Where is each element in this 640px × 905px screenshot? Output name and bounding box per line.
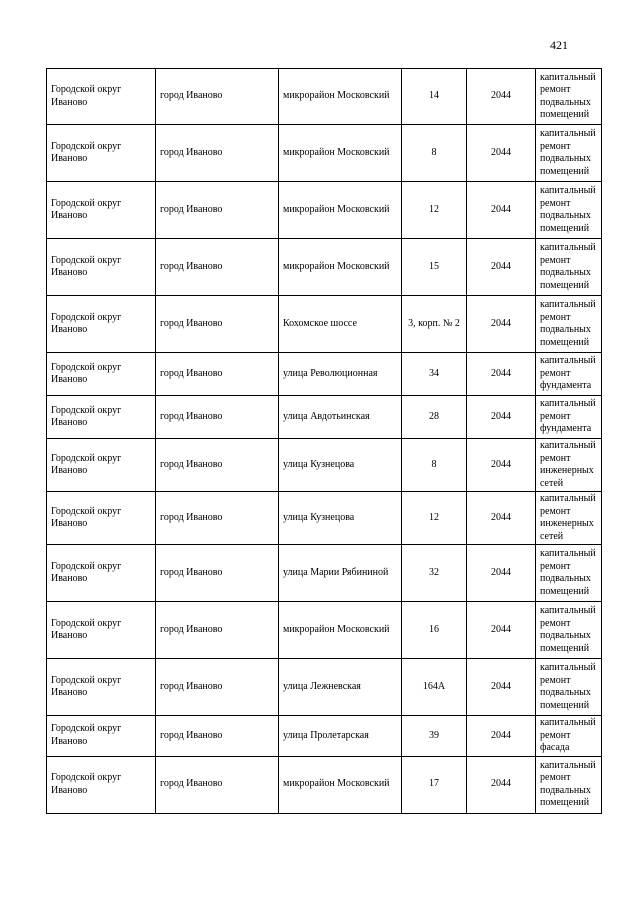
house-number-cell: 3, корп. № 2 xyxy=(402,296,467,353)
year-cell: 2044 xyxy=(467,182,536,239)
year-cell: 2044 xyxy=(467,545,536,602)
table-row xyxy=(47,296,602,353)
year-cell: 2044 xyxy=(467,239,536,296)
year-cell: 2044 xyxy=(467,602,536,659)
year-cell: 2044 xyxy=(467,716,536,757)
table-row xyxy=(47,659,602,716)
street-cell: микрорайон Московский xyxy=(279,239,402,296)
house-number-cell: 12 xyxy=(402,182,467,239)
table-row xyxy=(47,353,602,396)
city-cell: город Иваново xyxy=(156,439,279,492)
year-cell: 2044 xyxy=(467,439,536,492)
work-type-cell: капитальный ремонт инженерных сетей xyxy=(536,492,602,545)
year-cell: 2044 xyxy=(467,125,536,182)
year-cell: 2044 xyxy=(467,756,536,813)
work-type-cell: капитальный ремонт подвальных помещений xyxy=(536,296,602,353)
table-row xyxy=(47,69,602,125)
district-cell: Городской округ Иваново xyxy=(47,182,156,239)
work-type-cell: капитальный ремонт подвальных помещений xyxy=(536,182,602,239)
house-number-cell: 8 xyxy=(402,125,467,182)
city-cell: город Иваново xyxy=(156,182,279,239)
city-cell: город Иваново xyxy=(156,492,279,545)
city-cell: город Иваново xyxy=(156,716,279,757)
house-number-cell: 39 xyxy=(402,716,467,757)
district-cell: Городской округ Иваново xyxy=(47,296,156,353)
work-type-cell: капитальный ремонт инженерных сетей xyxy=(536,439,602,492)
city-cell: город Иваново xyxy=(156,545,279,602)
work-type-cell: капитальный ремонт подвальных помещений xyxy=(536,659,602,716)
year-cell: 2044 xyxy=(467,296,536,353)
house-number-cell: 28 xyxy=(402,396,467,439)
year-cell: 2044 xyxy=(467,659,536,716)
street-cell: микрорайон Московский xyxy=(279,69,402,125)
table-row xyxy=(47,545,602,602)
work-type-cell: капитальный ремонт подвальных помещений xyxy=(536,545,602,602)
page-number: 421 xyxy=(550,38,568,52)
street-cell: микрорайон Московский xyxy=(279,182,402,239)
district-cell: Городской округ Иваново xyxy=(47,439,156,492)
city-cell: город Иваново xyxy=(156,69,279,125)
year-cell: 2044 xyxy=(467,396,536,439)
street-cell: улица Пролетарская xyxy=(279,716,402,757)
district-cell: Городской округ Иваново xyxy=(47,69,156,125)
house-number-cell: 32 xyxy=(402,545,467,602)
house-number-cell: 34 xyxy=(402,353,467,396)
table-row xyxy=(47,439,602,492)
district-cell: Городской округ Иваново xyxy=(47,659,156,716)
street-cell: улица Марии Рябининой xyxy=(279,545,402,602)
table-row xyxy=(47,125,602,182)
city-cell: город Иваново xyxy=(156,296,279,353)
district-cell: Городской округ Иваново xyxy=(47,492,156,545)
city-cell: город Иваново xyxy=(156,602,279,659)
work-type-cell: капитальный ремонт подвальных помещений xyxy=(536,239,602,296)
street-cell: микрорайон Московский xyxy=(279,756,402,813)
street-cell: улица Кузнецова xyxy=(279,492,402,545)
city-cell: город Иваново xyxy=(156,353,279,396)
district-cell: Городской округ Иваново xyxy=(47,716,156,757)
district-cell: Городской округ Иваново xyxy=(47,239,156,296)
table-row xyxy=(47,716,602,757)
work-type-cell: капитальный ремонт фундамента xyxy=(536,353,602,396)
table-row xyxy=(47,756,602,813)
work-type-cell: капитальный ремонт подвальных помещений xyxy=(536,756,602,813)
house-number-cell: 8 xyxy=(402,439,467,492)
house-number-cell: 15 xyxy=(402,239,467,296)
house-number-cell: 14 xyxy=(402,69,467,125)
street-cell: улица Кузнецова xyxy=(279,439,402,492)
year-cell: 2044 xyxy=(467,353,536,396)
street-cell: микрорайон Московский xyxy=(279,125,402,182)
repair-schedule-table xyxy=(46,68,602,814)
house-number-cell: 16 xyxy=(402,602,467,659)
city-cell: город Иваново xyxy=(156,396,279,439)
work-type-cell: капитальный ремонт подвальных помещений xyxy=(536,602,602,659)
city-cell: город Иваново xyxy=(156,125,279,182)
street-cell: улица Революционная xyxy=(279,353,402,396)
street-cell: улица Лежневская xyxy=(279,659,402,716)
table-row xyxy=(47,182,602,239)
street-cell: микрорайон Московский xyxy=(279,602,402,659)
city-cell: город Иваново xyxy=(156,659,279,716)
year-cell: 2044 xyxy=(467,69,536,125)
city-cell: город Иваново xyxy=(156,239,279,296)
house-number-cell: 12 xyxy=(402,492,467,545)
city-cell: город Иваново xyxy=(156,756,279,813)
district-cell: Городской округ Иваново xyxy=(47,602,156,659)
house-number-cell: 164А xyxy=(402,659,467,716)
district-cell: Городской округ Иваново xyxy=(47,545,156,602)
district-cell: Городской округ Иваново xyxy=(47,756,156,813)
street-cell: Кохомское шоссе xyxy=(279,296,402,353)
house-number-cell: 17 xyxy=(402,756,467,813)
street-cell: улица Авдотьинская xyxy=(279,396,402,439)
table-row xyxy=(47,492,602,545)
work-type-cell: капитальный ремонт фасада xyxy=(536,716,602,757)
district-cell: Городской округ Иваново xyxy=(47,125,156,182)
district-cell: Городской округ Иваново xyxy=(47,353,156,396)
table-row xyxy=(47,239,602,296)
work-type-cell: капитальный ремонт фундамента xyxy=(536,396,602,439)
district-cell: Городской округ Иваново xyxy=(47,396,156,439)
work-type-cell: капитальный ремонт подвальных помещений xyxy=(536,69,602,125)
work-type-cell: капитальный ремонт подвальных помещений xyxy=(536,125,602,182)
year-cell: 2044 xyxy=(467,492,536,545)
table-row xyxy=(47,396,602,439)
table-row xyxy=(47,602,602,659)
